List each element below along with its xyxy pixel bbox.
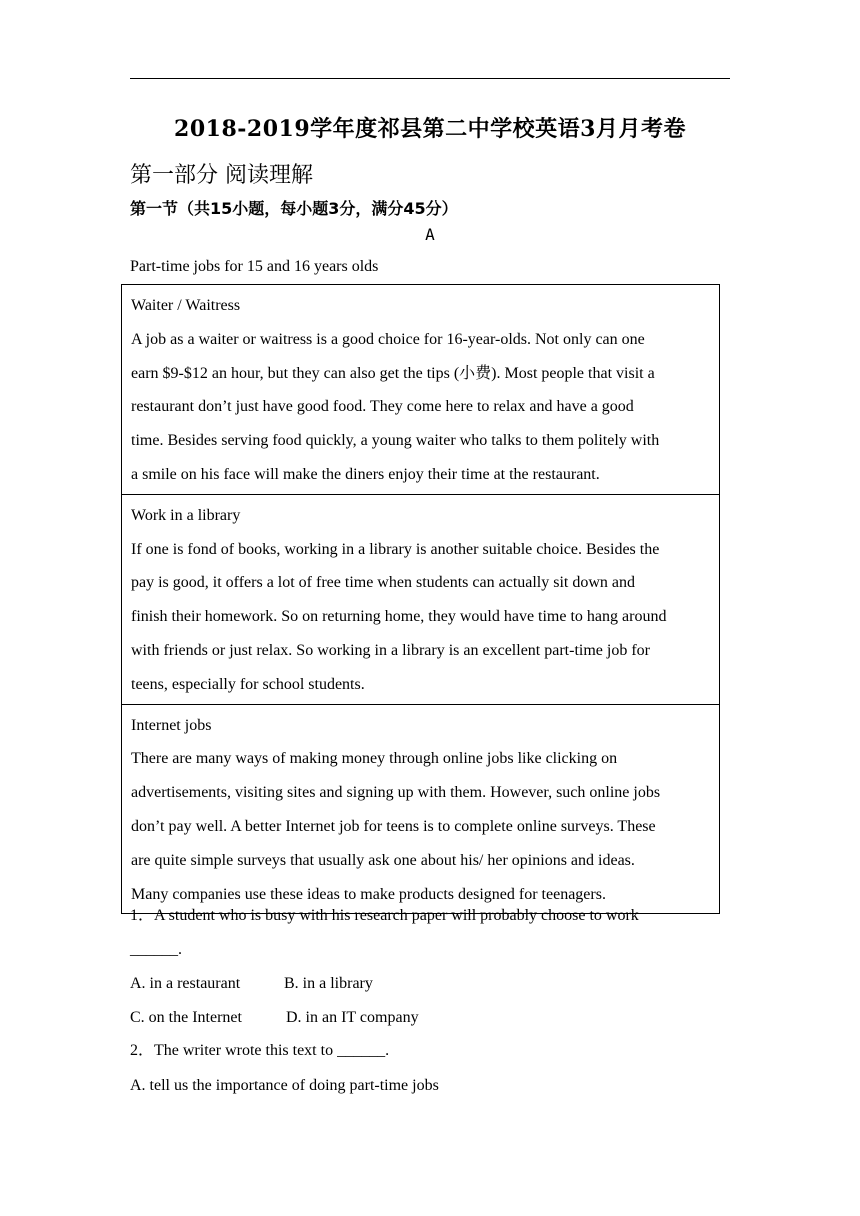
question-2-options-row-1	[130, 1077, 439, 1095]
job-line: don’t pay well. A better Internet job for teens is to complete online surveys. These	[131, 817, 656, 835]
job-waiter	[122, 285, 719, 495]
job-heading: Internet jobs	[131, 716, 212, 734]
job-line: time. Besides serving food quickly, a young waiter who talks to them politely with	[131, 432, 660, 450]
jobs-table	[121, 284, 720, 914]
option-d[interactable]: D. in an IT company	[286, 1009, 419, 1026]
exam-title: 2018-2019学年度祁县第二中学校英语3月月考卷	[174, 116, 686, 142]
header-rule	[130, 78, 730, 79]
question-1-stem: 1．A student who is busy with his research paper will probably choose to work	[130, 907, 639, 924]
job-line: A job as a waiter or waitress is a good choice for 16-year-olds. Not only can one	[131, 330, 645, 348]
question-1-options-row-2	[130, 1009, 419, 1027]
job-heading: Work in a library	[131, 506, 241, 524]
job-line: a smile on his face will make the diners enjoy their time at the restaurant.	[131, 465, 600, 483]
job-line: restaurant don’t just have good food. They come here to relax and have a good	[131, 398, 634, 416]
option-c[interactable]: C. on the Internet	[130, 1009, 242, 1026]
option-b[interactable]: B. in a library	[284, 975, 373, 992]
job-line: earn $9-$12 an hour, but they can also get the tips (小费). Most people that visit a	[131, 364, 655, 382]
part-heading: 第一部分 阅读理解	[130, 163, 313, 188]
job-line: with friends or just relax. So working in a library is an excellent part-time job for	[131, 641, 650, 659]
question-2-stem: 2．The writer wrote this text to ______.	[130, 1042, 390, 1059]
job-line: advertisements, visiting sites and signing up with them. However, such online jobs	[131, 784, 661, 802]
job-internet	[122, 705, 719, 914]
section-heading: 第一节（共15小题，每小题3分，满分45分）	[130, 199, 458, 218]
passage-intro: Part-time jobs for 15 and 16 years olds	[130, 258, 379, 275]
job-heading: Waiter / Waitress	[131, 297, 241, 314]
passage-letter: A	[425, 225, 435, 244]
option-a[interactable]: A. in a restaurant	[130, 975, 241, 992]
job-line: If one is fond of books, working in a library is another suitable choice. Besides the	[131, 540, 660, 558]
question-1-options-row-1	[130, 975, 373, 993]
job-library	[122, 495, 719, 705]
job-line: finish their homework. So on returning home, they would have time to hang around	[131, 608, 667, 626]
job-line: There are many ways of making money through online jobs like clicking on	[131, 750, 618, 768]
option-a[interactable]: A. tell us the importance of doing part-time jobs	[130, 1077, 439, 1094]
job-line: Many companies use these ideas to make products designed for teenagers.	[131, 885, 606, 903]
job-line: are quite simple surveys that usually ask one about his/ her opinions and ideas.	[131, 851, 635, 869]
job-line: pay is good, it offers a lot of free time when students can actually sit down and	[131, 574, 636, 592]
job-line: teens, especially for school students.	[131, 675, 365, 693]
question-1-blank: ______.	[130, 941, 182, 958]
